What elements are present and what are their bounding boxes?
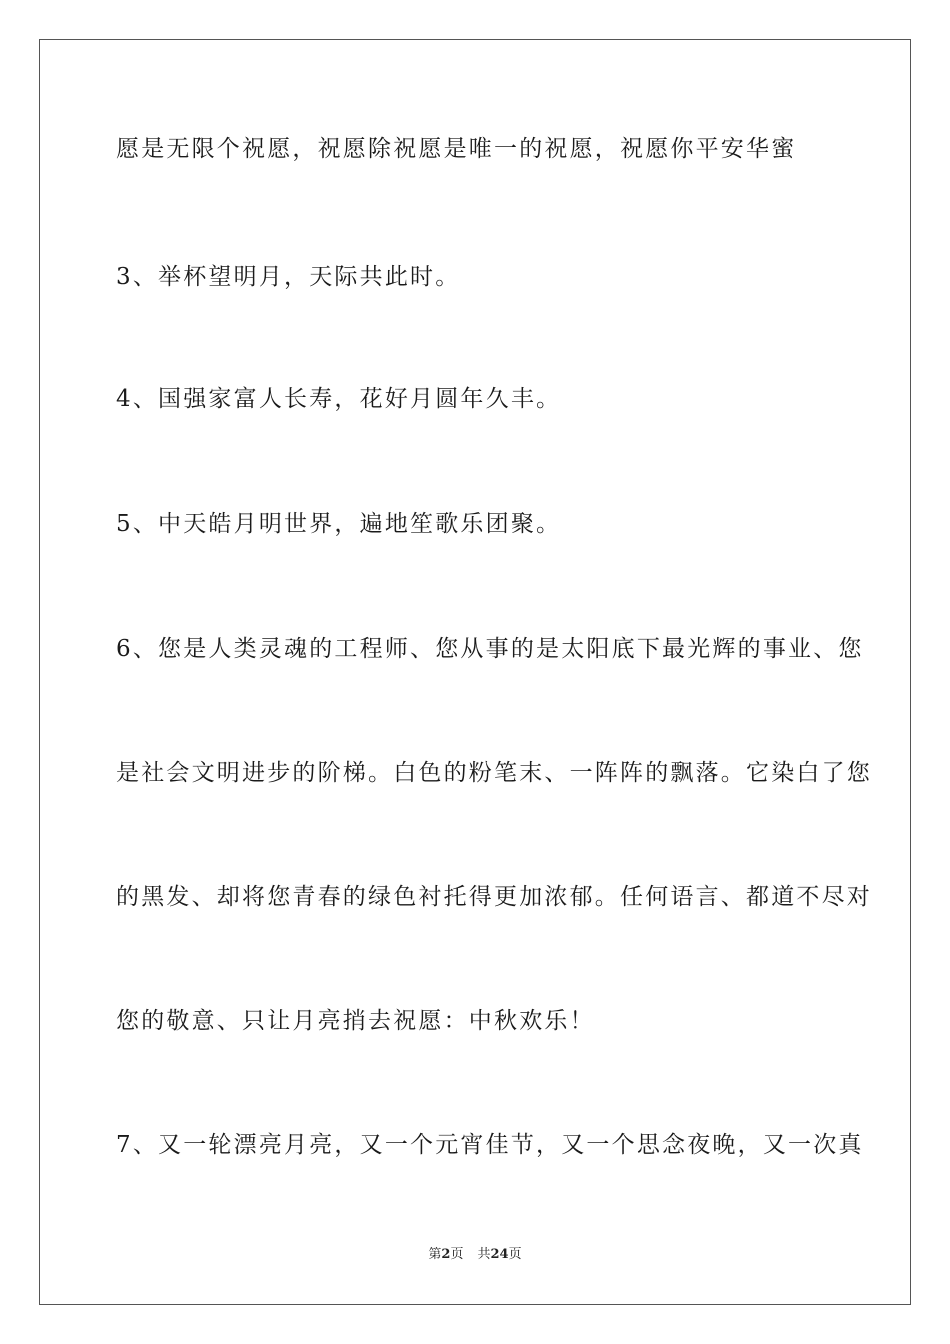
body-line-4: 5、中天皓月明世界，遍地笙歌乐团聚。 — [116, 511, 562, 537]
body-line-5: 6、您是人类灵魂的工程师、您从事的是太阳底下最光辉的事业、您 — [116, 636, 864, 662]
page-suffix: 页 — [450, 1247, 464, 1262]
body-line-9: 7、又一轮漂亮月亮，又一个元宵佳节，又一个思念夜晚，又一次真 — [116, 1132, 864, 1158]
body-line-8: 您的敬意、只让月亮捎去祝愿：中秋欢乐！ — [116, 1008, 595, 1034]
page-prefix: 第 — [428, 1247, 442, 1262]
body-line-2: 3、举杯望明月，天际共此时。 — [116, 264, 461, 290]
total-suffix: 页 — [508, 1247, 522, 1262]
page-number: 2 — [441, 1247, 451, 1262]
body-line-3: 4、国强家富人长寿，花好月圆年久丰。 — [116, 386, 562, 412]
body-line-6: 是社会文明进步的阶梯。白色的粉笔末、一阵阵的飘落。它染白了您 — [116, 760, 872, 786]
total-pages: 24 — [490, 1247, 509, 1262]
page-border — [39, 39, 911, 1305]
body-line-7: 的黑发、却将您青春的绿色衬托得更加浓郁。任何语言、都道不尽对 — [116, 884, 872, 910]
total-prefix: 共 — [477, 1247, 491, 1262]
page-footer — [0, 1246, 950, 1264]
body-line-1: 愿是无限个祝愿，祝愿除祝愿是唯一的祝愿，祝愿你平安华蜜 — [116, 136, 797, 162]
